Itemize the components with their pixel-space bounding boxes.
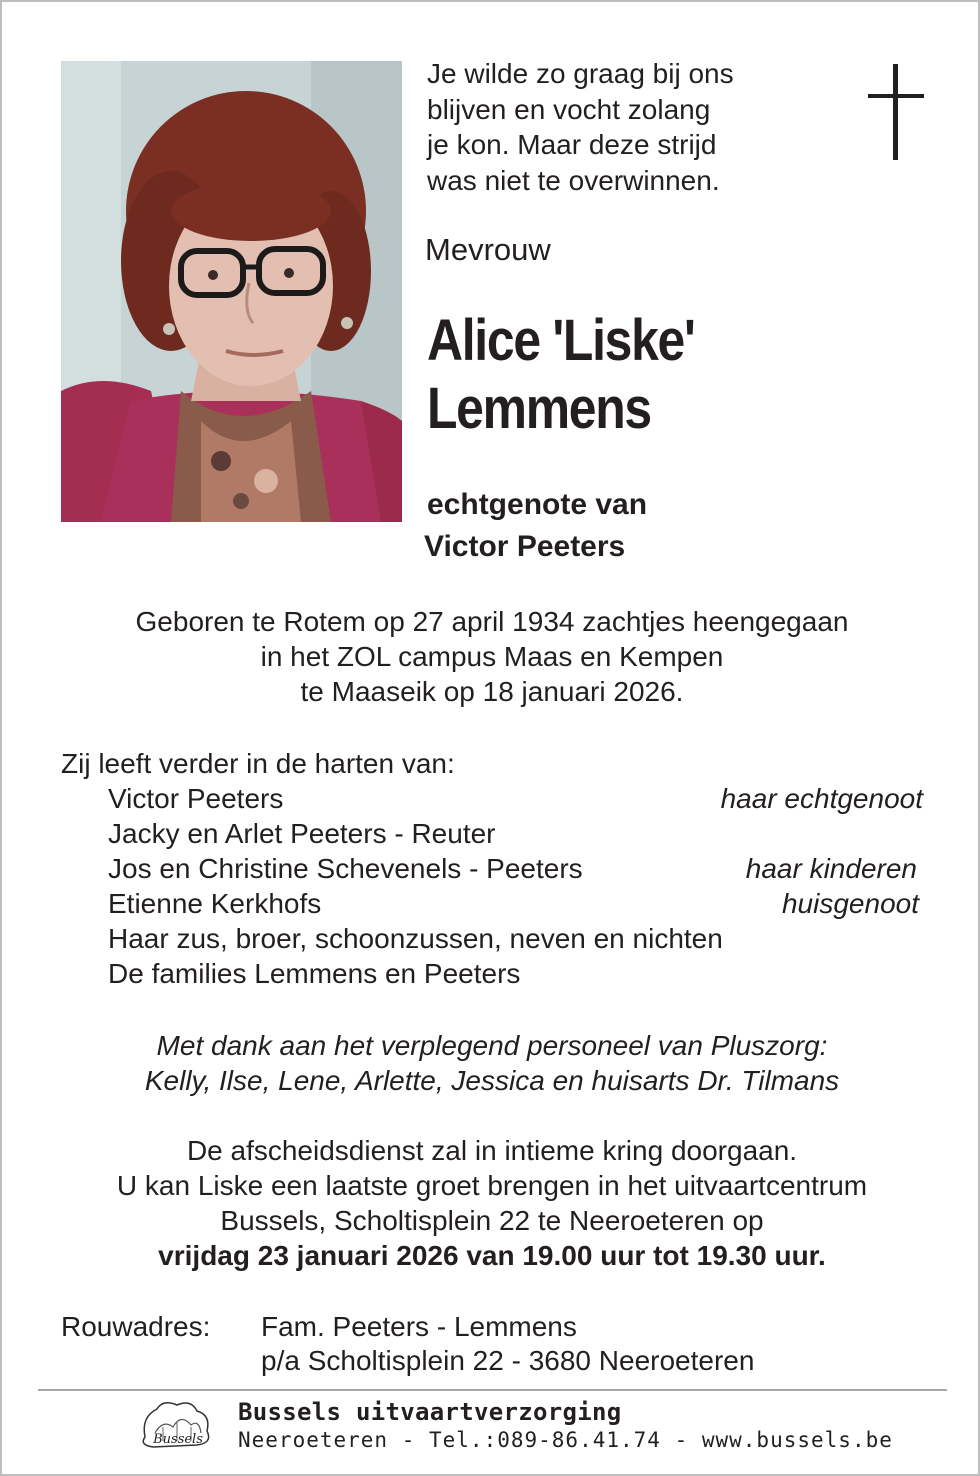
thanks-line: Kelly, Ilse, Lene, Arlette, Jessica en huisarts Dr. Tilmans — [144, 1065, 840, 1096]
portrait-photo — [61, 61, 402, 522]
company-contact: Neeroeteren - Tel.:089-86.41.74 - www.bussels.be — [238, 1428, 893, 1452]
address-line: p/a Scholtisplein 22 - 3680 Neeroeteren — [261, 1345, 755, 1376]
honorific: Mevrouw — [425, 232, 551, 267]
bussels-logo — [133, 1397, 223, 1453]
survivors-list — [61, 746, 931, 991]
survivor-name: Jos en Christine Schevenels - Peeters — [108, 853, 583, 884]
thanks-line: Met dank aan het verplegend personeel van Pluszorg: — [156, 1030, 828, 1061]
address-lines — [261, 1310, 754, 1378]
list-item — [61, 956, 931, 991]
birth-death-notice — [2, 604, 980, 709]
address-line: Fam. Peeters - Lemmens — [261, 1311, 577, 1342]
cross-icon — [868, 64, 924, 160]
name-line-2: Lemmens — [427, 376, 651, 441]
name-line-1: Alice 'Liske' — [427, 308, 695, 373]
spouse-block — [424, 484, 647, 568]
deceased-name — [427, 307, 695, 443]
company-name: Bussels uitvaartverzorging — [238, 1398, 622, 1426]
thanks-note — [2, 1028, 980, 1098]
footer-divider — [38, 1389, 947, 1391]
poem-line: blijven en vocht zolang — [427, 93, 711, 125]
survivor-relation: haar kinderen — [745, 853, 917, 884]
survivor-name: Jacky en Arlet Peeters - Reuter — [108, 818, 496, 849]
footer — [238, 1397, 893, 1454]
service-line: De afscheidsdienst zal in intieme kring doorgaan. — [186, 1135, 798, 1166]
poem-line: Je wilde zo graag bij ons — [427, 58, 734, 89]
address-label: Rouwadres: — [61, 1311, 211, 1342]
survivor-name: De families Lemmens en Peeters — [108, 958, 521, 989]
birth-line: Geboren te Rotem op 27 april 1934 zachtjes heengegaan — [135, 606, 849, 637]
poem-line: was niet te overwinnen. — [427, 164, 720, 196]
service-line: Bussels, Scholtisplein 22 te Neeroeteren op — [220, 1205, 764, 1236]
logo-text: Bussels — [153, 1432, 203, 1447]
service-line: U kan Liske een laatste groet brengen in het uitvaartcentrum — [116, 1170, 868, 1201]
birth-line: in het ZOL campus Maas en Kempen — [260, 641, 724, 672]
list-item — [61, 851, 931, 886]
service-date: vrijdag 23 januari 2026 van 19.00 uur tot 19.30 uur. — [158, 1240, 826, 1271]
poem-line: je kon. Maar deze strijd — [427, 129, 717, 160]
spouse-intro: echtgenote van — [427, 488, 648, 521]
poem — [427, 56, 734, 198]
list-item — [61, 886, 931, 921]
spouse-name: Victor Peeters — [424, 530, 626, 563]
service-info — [2, 1133, 980, 1273]
survivor-name: Etienne Kerkhofs — [108, 888, 322, 919]
survivor-name: Haar zus, broer, schoonzussen, neven en nichten — [108, 923, 723, 954]
birth-line: te Maaseik op 18 januari 2026. — [300, 676, 684, 707]
list-item — [61, 816, 931, 851]
list-item — [61, 781, 931, 816]
list-item — [61, 921, 931, 956]
survivor-relation: huisgenoot — [781, 888, 919, 919]
survivor-name: Victor Peeters — [108, 783, 284, 814]
survivors-intro: Zij leeft verder in de harten van: — [61, 748, 455, 779]
survivor-relation: haar echtgenoot — [720, 783, 923, 814]
